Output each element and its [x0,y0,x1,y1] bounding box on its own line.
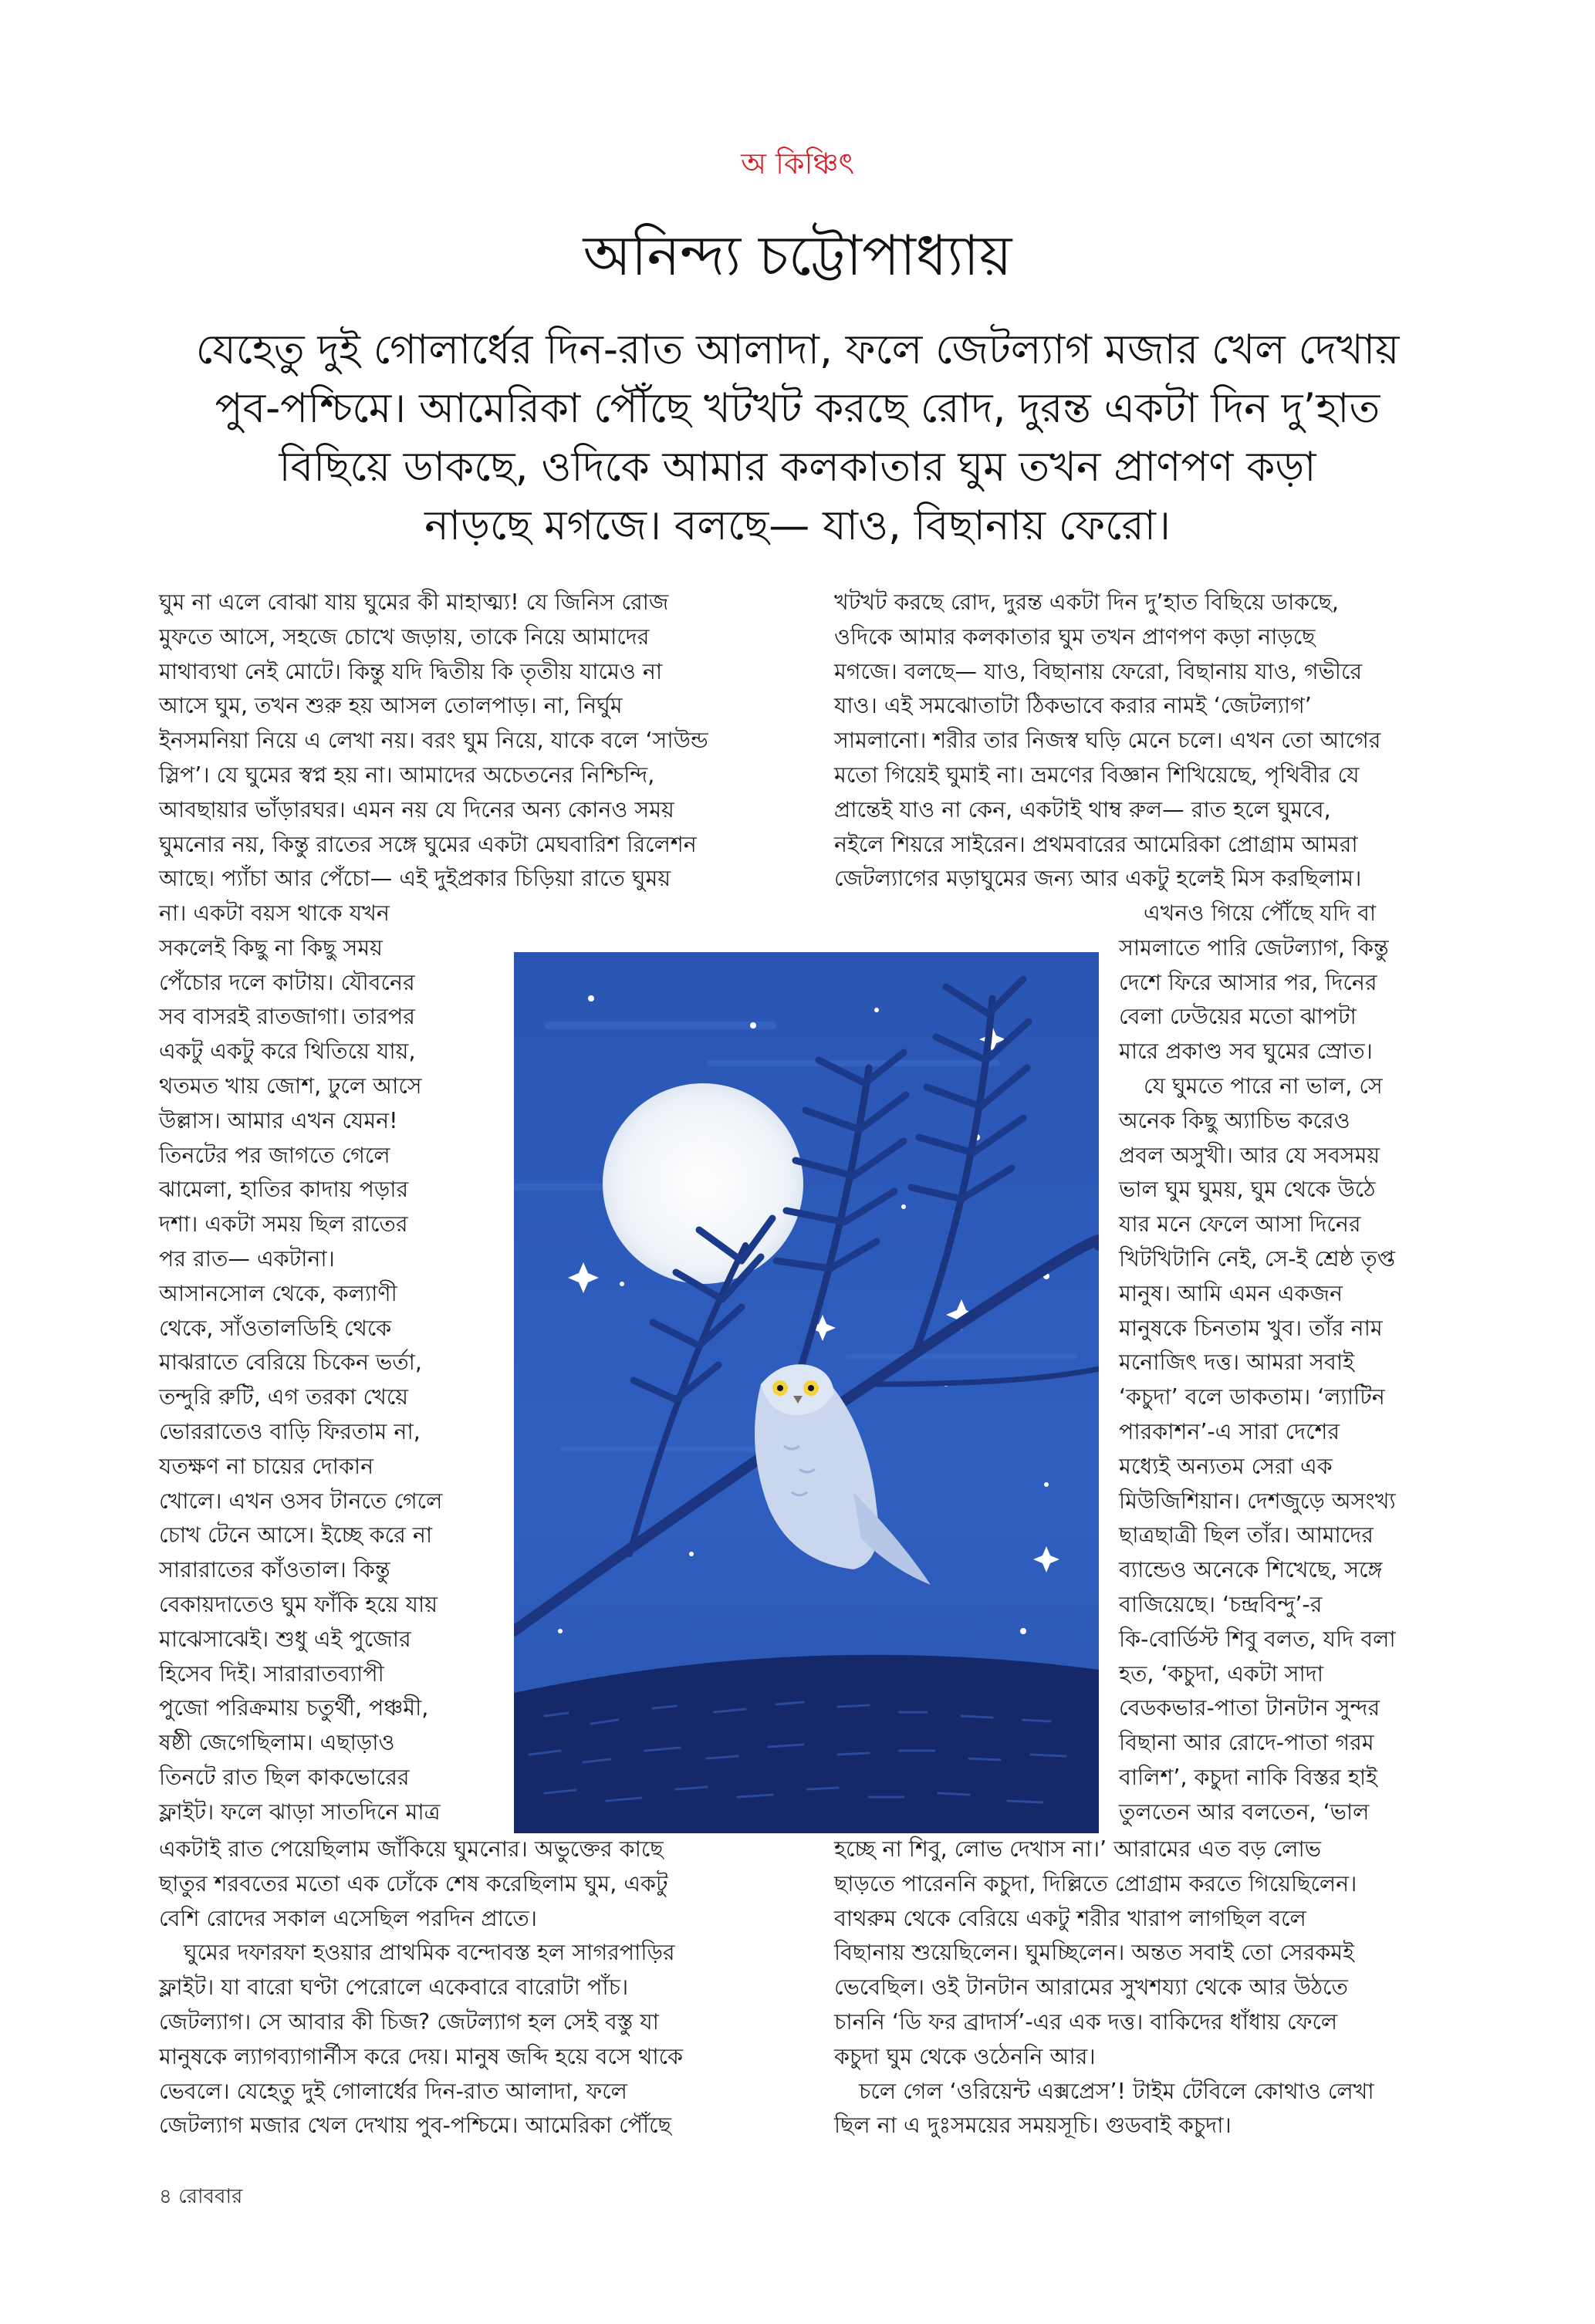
text-line: ফ্লাইট। যা বারো ঘণ্টা পেরোলে একেবারে বারোটা পাঁচ। [159,1974,629,2001]
text-line: ওদিকে আমার কলকাতার ঘুম তখন প্রাণপণ কড়া নাড়ছে [834,623,1316,650]
text-line: মানুষকে চিনতাম খুব। তাঁর নাম [1119,1315,1383,1341]
text-line: মতো গিয়েই ঘুমাই না। ভ্রমণের বিজ্ঞান শিখিয়েছে, পৃথিবীর যে [834,762,1360,788]
column-2-wrap [1119,897,1435,1830]
text-line: ব্যান্ডেও অনেকে শিখেছে, সঙ্গে [1119,1557,1383,1583]
text-line: প্রবল অসুখী। আর যে সবসময় [1119,1142,1380,1168]
text-line: ছাত্রছাত্রী ছিল তাঁর। আমাদের [1119,1522,1374,1549]
text-line: ভেবেছিল। ওই টানটান আরামের সুখশয্যা থেকে আর উঠতে [834,1974,1348,2001]
text-line: পর রাত— একটানা। [159,1245,335,1272]
hill [514,1655,1099,1833]
text-line: একটাই রাত পেয়েছিলাম জাঁকিয়ে ঘুমনোর। অভুক্তের কাছে [159,1836,664,1862]
text-line: তিনটের পর জাগতে গেলে [159,1142,390,1168]
text-line: খটখট করছে রোদ, দুরন্ত একটা দিন দু’হাত বিছিয়ে ডাকছে, [834,589,1339,615]
text-line: মাঝেসাঝেই। শুধু এই পুজোর [159,1626,411,1652]
column-2-top [834,586,1436,897]
text-line: বেকায়দাতেও ঘুম ফাঁকি হয়ে যায় [159,1591,438,1617]
text-line: সামলানো। শরীর তার নিজস্ব ঘড়ি মেনে চলে। এখন তো আগের [834,728,1381,754]
text-line: থেকে, সাঁওতালডিহি থেকে [159,1315,392,1341]
text-line: বালিশ’, কচুদা নাকি বিস্তর হাই [1119,1764,1377,1790]
text-line: এখনও গিয়ে পৌঁছে যদি বা [1144,900,1377,926]
text-line: নইলে শিয়রে সাইরেন। প্রথমবারের আমেরিকা প্রোগ্রাম আমরা [834,831,1358,857]
text-line: মানুষ। আমি এমন একজন [1119,1280,1343,1306]
text-line: কচুদা ঘুম থেকে ওঠেননি আর। [834,2043,1096,2069]
text-line: সব বাসরই রাতজাগা। তারপর [159,1004,415,1030]
text-line: একটু একটু করে থিতিয়ে যায়, [159,1039,416,1065]
text-line: মগজে। বলছে— যাও, বিছানায় ফেরো, বিছানায় যাও, গভীরে [834,658,1363,684]
text-line: সামলাতে পারি জেটল্যাগ, কিন্তু [1119,934,1389,961]
text-line: আসে ঘুম, তখন শুরু হয় আসল তোলপাড়। না, নির্ঘুম [159,693,623,719]
standfirst-line: যেহেতু দুই গোলার্ধের দিন-রাত আলাদা, ফলে জেটল্যাগ মজার খেল দেখায় [195,326,1400,373]
text-line: তিনটে রাত ছিল কাকভোরের [159,1764,410,1790]
text-line: তন্দুরি রুটি, এগ তরকা খেয়ে [159,1384,409,1410]
text-line: পারকাশন’-এ সারা দেশের [1119,1418,1340,1444]
text-line: চলে গেল ‘ওরিয়েন্ট এক্সপ্রেস’! টাইম টেবিলে কোথাও লেখা [859,2078,1374,2104]
text-line: খিটখিটানি নেই, সে-ই শ্রেষ্ঠ তৃপ্ত [1119,1245,1396,1272]
text-line: বেলা ঢেউয়ের মতো ঝাপটা [1119,1004,1357,1030]
text-line: সকলেই কিছু না কিছু সময় [159,934,383,961]
text-line: না। একটা বয়স থাকে যখন [159,900,390,926]
moon-icon [603,1083,803,1284]
text-line: ফ্লাইট। ফলে ঝাড়া সাতদিনে মাত্র [159,1799,441,1825]
text-line: তুলতেন আর বলতেন, ‘ভাল [1119,1799,1370,1825]
text-line: মানুষকে ল্যাগব্যাগার্নীস করে দেয়। মানুষ জব্দি হয়ে বসে থাকে [159,2043,683,2069]
text-line: ছিল না এ দুঃসময়ের সময়সূচি। গুডবাই কচুদা। [834,2113,1232,2139]
text-line: থতমত খায় জোশ, ঢুলে আসে [159,1072,422,1099]
text-line: বেশি রোদের সকাল এসেছিল পরদিন প্রাতে। [159,1905,537,1931]
text-line: যাও। এই সমঝোতাটা ঠিকভাবে করার নামই ‘জেটল্যাগ’ [834,693,1312,719]
column-1-bottom [159,1833,753,2143]
text-line: বাজিয়েছে। ‘চন্দ্রবিন্দু’-র [1119,1591,1323,1617]
text-line: ইনসমনিয়া নিয়ে এ লেখা নয়। বরং ঘুম নিয়ে, যাকে বলে ‘সাউন্ড [159,728,708,754]
text-line: বিছানায় শুয়েছিলেন। ঘুমচ্ছিলেন। অন্তত সবাই তো সেরকমই [834,1940,1354,1966]
standfirst [131,321,1464,556]
text-line: মিউজিশিয়ান। দেশজুড়ে অসংখ্য [1119,1488,1396,1514]
author-name: অনিন্দ্য চট্টোপাধ্যায় [583,223,1012,288]
text-line: চোখ টেনে আসে। ইচ্ছে করে না [159,1522,433,1549]
text-line: উল্লাস। আমার এখন যেমন! [159,1107,398,1133]
text-line: প্রান্তেই যাও না কেন, একটাই থাম্ব রুল— রাত হলে ঘুমবে, [834,796,1331,823]
text-line: ঘুম না এলে বোঝা যায় ঘুমের কী মাহাত্ম্য! যে জিনিস রোজ [159,589,669,615]
text-line: ছাড়তে পারেননি কচুদা, দিল্লিতে প্রোগ্রাম করতে গিয়েছিলেন। [834,1870,1357,1897]
text-line: মাঝরাতে বেরিয়ে চিকেন ভর্তা, [159,1349,422,1376]
text-line: ‘কচুদা’ বলে ডাকতাম। ‘ল্যাটিন [1119,1384,1385,1410]
text-line: ষষ্ঠী জেগেছিলাম। এছাড়াও [159,1730,395,1756]
text-line: চাননি ‘ডি ফর ব্রাদার্স’-এর এক দত্ত। বাকিদের ধাঁধায় ফেলে [834,2008,1338,2035]
text-line: মনোজিৎ দত্ত। আমরা সবাই [1119,1349,1354,1376]
text-line: ভাল ঘুম ঘুময়, ঘুম থেকে উঠে [1119,1177,1376,1203]
text-line: সারারাতের কাঁওতাল। কিন্তু [159,1557,390,1583]
text-line: পেঁচোর দলে কাটায়। যৌবনের [159,969,415,995]
text-line: দশা। একটা সময় ছিল রাতের [159,1211,408,1238]
text-line: বেডকভার-পাতা টানটান সুন্দর [1119,1695,1380,1721]
text-line: আছে। প্যাঁচা আর পেঁচো— এই দুইপ্রকার চিড়িয়া রাতে ঘুময় [159,866,671,892]
text-line: হত, ‘কচুদা, একটা সাদা [1119,1660,1324,1687]
text-line: মধ্যেই অন্যতম সেরা এক [1119,1453,1333,1479]
owl-illustration-svg [514,952,1099,1833]
text-line: ছাতুর শরবতের মতো এক ঢোঁকে শেষ করেছিলাম ঘুম, একটু [159,1870,668,1897]
text-line: স্লিপ’। যে ঘুমের স্বপ্ন হয় না। আমাদের অচেতনের নিশ্চিন্দি, [159,762,655,788]
text-line: হচ্ছে না শিবু, লোভ দেখাস না।’ আরামের এত বড় লোভ [834,1836,1322,1862]
text-line: জেটল্যাগ মজার খেল দেখায় পুব-পশ্চিমে। আমেরিকা পৌঁছে [159,2113,671,2139]
text-line: বাথরুম থেকে বেরিয়ে একটু শরীর খারাপ লাগছিল বলে [834,1905,1306,1931]
owl-moon-illustration [514,952,1099,1833]
text-line: আবছায়ার ভাঁড়ারঘর। এমন নয় যে দিনের অন্য কোনও সময় [159,796,674,823]
page-folio: ৪ রোববার [159,2185,243,2208]
text-line: মারে প্রকাণ্ড সব ঘুমের স্রোত। [1119,1039,1373,1065]
text-line: যে ঘুমতে পারে না ভাল, সে [1144,1072,1383,1099]
section-label: অ কিঞ্চিৎ [741,147,854,181]
text-line: দেশে ফিরে আসার পর, দিনের [1119,969,1377,995]
text-line: ভোররাতেও বাড়ি ফিরতাম না, [159,1418,421,1444]
column-2-bottom [834,1833,1436,2143]
text-line: মাথাব্যথা নেই মোটে। কিন্তু যদি দ্বিতীয় কি তৃতীয় যামেও না [159,658,663,684]
text-line: হিসেব দিই। সারারাতব্যাপী [159,1660,384,1687]
text-line: মুফতে আসে, সহজে চোখে জড়ায়, তাকে নিয়ে আমাদের [159,623,650,650]
standfirst-line: পুব-পশ্চিমে। আমেরিকা পৌঁছে খটখট করছে রোদ, দুরন্ত একটা দিন দু’হাত [215,385,1380,432]
standfirst-line: নাড়ছে মগজে। বলছে— যাও, বিছানায় ফেরো। [424,502,1171,549]
text-line: ঝামেলা, হাতির কাদায় পড়ার [159,1177,409,1203]
text-line: কি-বোর্ডিস্ট শিবু বলত, যদি বলা [1119,1626,1396,1652]
text-line: ঘুমনোর নয়, কিন্তু রাতের সঙ্গে ঘুমের একটা মেঘবারিশ রিলেশন [159,831,697,857]
text-line: খোলে। এখন ওসব টানতে গেলে [159,1488,443,1514]
text-line: পুজো পরিক্রমায় চতুর্থী, পঞ্চমী, [159,1695,429,1721]
text-line: ভেবলে। যেহেতু দুই গোলার্ধের দিন-রাত আলাদা, ফলে [159,2078,627,2104]
text-line: বিছানা আর রোদে-পাতা গরম [1119,1730,1374,1756]
text-line: জেটল্যাগ। সে আবার কী চিজ? জেটল্যাগ হল সেই বস্তু যা [159,2008,659,2035]
text-line: জেটল্যাগের মড়াঘুমের জন্য আর একটু হলেই মিস করছিলাম। [834,866,1362,892]
column-1-wrap [159,897,491,1830]
text-line: যার মনে ফেলে আসা দিনের [1119,1211,1361,1238]
text-line: অনেক কিছু অ্যাচিভ করেও [1119,1107,1350,1133]
text-line: ঘুমের দফারফা হওয়ার প্রাথমিক বন্দোবস্ত হল সাগরপাড়ির [184,1940,675,1966]
text-line: আসানসোল থেকে, কল্যাণী [159,1280,397,1306]
text-line: যতক্ষণ না চায়ের দোকান [159,1453,374,1479]
column-1-top [159,586,753,897]
standfirst-line: বিছিয়ে ডাকছে, ওদিকে আমার কলকাতার ঘুম তখন প্রাণপণ কড়া [279,444,1316,491]
